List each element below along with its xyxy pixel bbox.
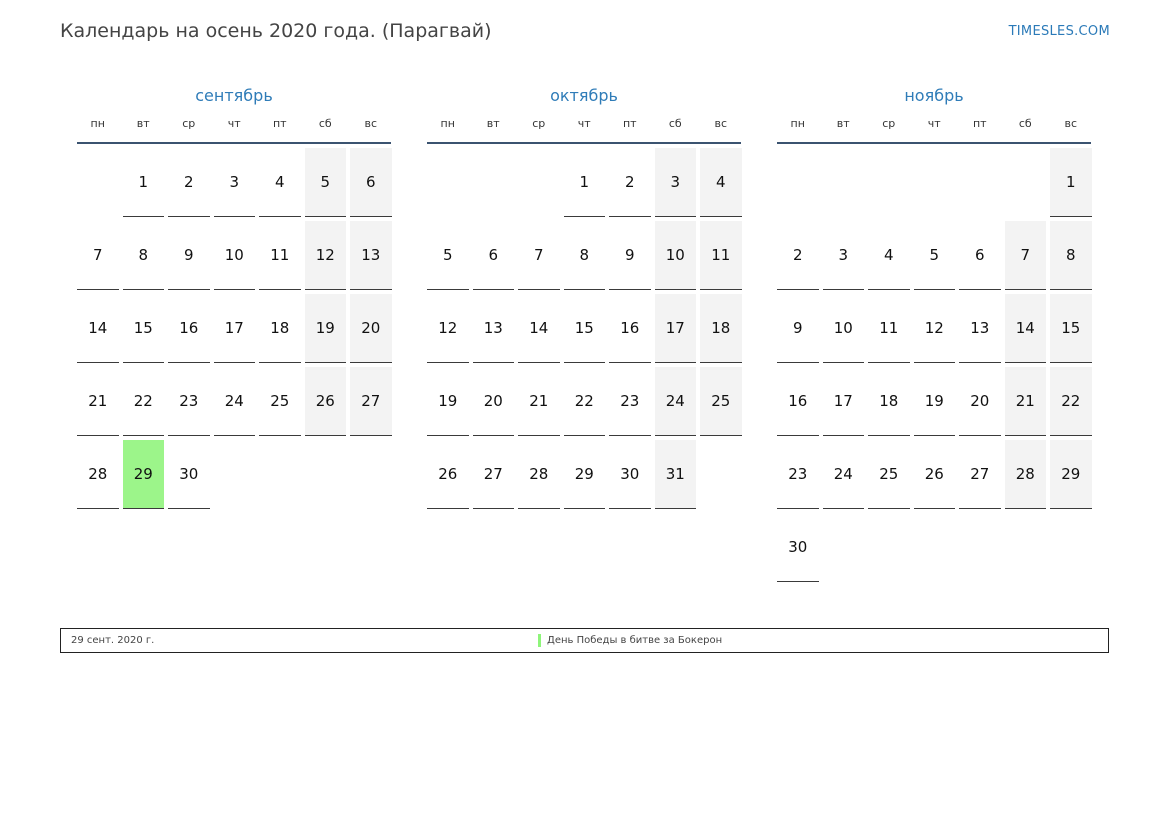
month-september bbox=[77, 84, 391, 509]
day-cell[interactable]: 22 bbox=[1050, 367, 1092, 436]
day-cell[interactable]: 4 bbox=[868, 221, 910, 290]
month-november bbox=[777, 84, 1091, 582]
day-cell[interactable]: 15 bbox=[564, 294, 606, 363]
weekday-label: пн bbox=[440, 117, 455, 130]
day-cell[interactable]: 14 bbox=[1005, 294, 1047, 363]
day-cell[interactable]: 9 bbox=[168, 221, 210, 290]
day-cell[interactable]: 21 bbox=[1005, 367, 1047, 436]
weekday-label: пн bbox=[90, 117, 105, 130]
day-cell[interactable]: 18 bbox=[259, 294, 301, 363]
day-cell[interactable]: 29 bbox=[1050, 440, 1092, 509]
day-cell[interactable]: 27 bbox=[473, 440, 515, 509]
weekday-header bbox=[427, 116, 741, 144]
day-cell[interactable]: 2 bbox=[777, 221, 819, 290]
day-cell[interactable]: 27 bbox=[350, 367, 392, 436]
day-cell[interactable]: 4 bbox=[259, 148, 301, 217]
weekday-label: чт bbox=[927, 117, 941, 130]
empty-day-cell bbox=[473, 148, 515, 217]
day-cell[interactable]: 26 bbox=[914, 440, 956, 509]
day-cell[interactable]: 24 bbox=[214, 367, 256, 436]
legend-date: 29 сент. 2020 г. bbox=[71, 635, 155, 646]
day-cell[interactable]: 27 bbox=[959, 440, 1001, 509]
day-cell[interactable]: 13 bbox=[959, 294, 1001, 363]
day-cell[interactable]: 5 bbox=[305, 148, 347, 217]
page-title: Календарь на осень 2020 года. (Парагвай) bbox=[60, 20, 492, 42]
month-name: сентябрь bbox=[195, 86, 273, 105]
day-cell[interactable]: 10 bbox=[823, 294, 865, 363]
day-cell[interactable]: 7 bbox=[1005, 221, 1047, 290]
day-cell[interactable]: 5 bbox=[914, 221, 956, 290]
day-cell[interactable]: 10 bbox=[655, 221, 697, 290]
day-cell[interactable]: 11 bbox=[700, 221, 742, 290]
day-cell[interactable]: 8 bbox=[1050, 221, 1092, 290]
empty-day-cell bbox=[823, 148, 865, 217]
day-cell[interactable]: 19 bbox=[427, 367, 469, 436]
day-cell[interactable]: 20 bbox=[959, 367, 1001, 436]
day-cell[interactable]: 29 bbox=[564, 440, 606, 509]
day-cell[interactable]: 12 bbox=[305, 221, 347, 290]
day-cell[interactable]: 17 bbox=[214, 294, 256, 363]
empty-day-cell bbox=[959, 148, 1001, 217]
day-cell[interactable]: 23 bbox=[168, 367, 210, 436]
day-cell[interactable]: 19 bbox=[305, 294, 347, 363]
day-cell[interactable]: 12 bbox=[914, 294, 956, 363]
day-cell[interactable]: 3 bbox=[655, 148, 697, 217]
weekday-label: сб bbox=[668, 117, 682, 130]
day-cell[interactable]: 28 bbox=[518, 440, 560, 509]
day-cell[interactable]: 5 bbox=[427, 221, 469, 290]
day-cell[interactable]: 25 bbox=[868, 440, 910, 509]
month-name: ноябрь bbox=[904, 86, 964, 105]
empty-day-cell bbox=[518, 148, 560, 217]
day-cell[interactable]: 21 bbox=[77, 367, 119, 436]
day-cell[interactable]: 20 bbox=[473, 367, 515, 436]
day-cell[interactable]: 26 bbox=[427, 440, 469, 509]
day-cell[interactable]: 25 bbox=[259, 367, 301, 436]
day-cell[interactable]: 23 bbox=[609, 367, 651, 436]
empty-day-cell bbox=[868, 148, 910, 217]
day-cell[interactable]: 17 bbox=[655, 294, 697, 363]
day-cell[interactable]: 1 bbox=[123, 148, 165, 217]
site-link[interactable]: TIMESLES.COM bbox=[1008, 24, 1110, 39]
day-cell[interactable]: 14 bbox=[518, 294, 560, 363]
day-cell[interactable]: 13 bbox=[473, 294, 515, 363]
day-cell[interactable]: 9 bbox=[609, 221, 651, 290]
empty-day-cell bbox=[427, 148, 469, 217]
month-october bbox=[427, 84, 741, 509]
day-cell[interactable]: 1 bbox=[1050, 148, 1092, 217]
legend-holiday-name: День Победы в битве за Бокерон bbox=[547, 635, 723, 646]
day-cell[interactable]: 28 bbox=[1005, 440, 1047, 509]
day-cell[interactable]: 6 bbox=[350, 148, 392, 217]
month-name: октябрь bbox=[550, 86, 618, 105]
legend-color-marker bbox=[538, 634, 541, 647]
day-cell[interactable]: 31 bbox=[655, 440, 697, 509]
weekday-label: пт bbox=[272, 117, 287, 130]
day-cell-holiday[interactable]: 29 bbox=[123, 440, 165, 509]
days-grid bbox=[777, 148, 1091, 582]
weekday-label: пт bbox=[622, 117, 637, 130]
weekday-header bbox=[77, 116, 391, 144]
weekday-label: сб bbox=[1018, 117, 1032, 130]
day-cell[interactable]: 23 bbox=[777, 440, 819, 509]
day-cell[interactable]: 9 bbox=[777, 294, 819, 363]
day-cell[interactable]: 2 bbox=[168, 148, 210, 217]
day-cell[interactable]: 3 bbox=[823, 221, 865, 290]
day-cell[interactable]: 12 bbox=[427, 294, 469, 363]
day-cell[interactable]: 18 bbox=[700, 294, 742, 363]
day-cell[interactable]: 7 bbox=[77, 221, 119, 290]
day-cell[interactable]: 26 bbox=[305, 367, 347, 436]
day-cell[interactable]: 3 bbox=[214, 148, 256, 217]
holiday-legend bbox=[60, 628, 1109, 653]
weekday-label: вт bbox=[836, 117, 850, 130]
weekday-label: вс bbox=[714, 117, 728, 130]
day-cell[interactable]: 24 bbox=[823, 440, 865, 509]
day-cell[interactable]: 14 bbox=[77, 294, 119, 363]
day-cell[interactable]: 6 bbox=[959, 221, 1001, 290]
weekday-label: ср bbox=[532, 117, 546, 130]
weekday-label: пт bbox=[972, 117, 987, 130]
weekday-label: чт bbox=[227, 117, 241, 130]
day-cell[interactable]: 30 bbox=[168, 440, 210, 509]
day-cell[interactable]: 16 bbox=[609, 294, 651, 363]
day-cell[interactable]: 24 bbox=[655, 367, 697, 436]
day-cell[interactable]: 2 bbox=[609, 148, 651, 217]
weekday-label: вт bbox=[486, 117, 500, 130]
day-cell[interactable]: 17 bbox=[823, 367, 865, 436]
day-cell[interactable]: 16 bbox=[777, 367, 819, 436]
day-cell[interactable]: 7 bbox=[518, 221, 560, 290]
day-cell[interactable]: 22 bbox=[123, 367, 165, 436]
empty-day-cell bbox=[914, 148, 956, 217]
weekday-label: чт bbox=[577, 117, 591, 130]
weekday-label: сб bbox=[318, 117, 332, 130]
days-grid bbox=[427, 148, 741, 509]
day-cell[interactable]: 21 bbox=[518, 367, 560, 436]
day-cell[interactable]: 16 bbox=[168, 294, 210, 363]
day-cell[interactable]: 18 bbox=[868, 367, 910, 436]
weekday-label: ср bbox=[882, 117, 896, 130]
day-cell[interactable]: 11 bbox=[868, 294, 910, 363]
day-cell[interactable]: 8 bbox=[123, 221, 165, 290]
day-cell[interactable]: 10 bbox=[214, 221, 256, 290]
day-cell[interactable]: 11 bbox=[259, 221, 301, 290]
weekday-header bbox=[777, 116, 1091, 144]
empty-day-cell bbox=[77, 148, 119, 217]
weekday-label: вс bbox=[1064, 117, 1078, 130]
day-cell[interactable]: 13 bbox=[350, 221, 392, 290]
days-grid bbox=[77, 148, 391, 509]
empty-day-cell bbox=[1005, 148, 1047, 217]
weekday-label: пн bbox=[790, 117, 805, 130]
weekday-label: вт bbox=[136, 117, 150, 130]
day-cell[interactable]: 30 bbox=[777, 513, 819, 582]
day-cell[interactable]: 30 bbox=[609, 440, 651, 509]
day-cell[interactable]: 22 bbox=[564, 367, 606, 436]
weekday-label: ср bbox=[182, 117, 196, 130]
day-cell[interactable]: 8 bbox=[564, 221, 606, 290]
day-cell[interactable]: 25 bbox=[700, 367, 742, 436]
day-cell[interactable]: 6 bbox=[473, 221, 515, 290]
day-cell[interactable]: 15 bbox=[123, 294, 165, 363]
day-cell[interactable]: 20 bbox=[350, 294, 392, 363]
weekday-label: вс bbox=[364, 117, 378, 130]
day-cell[interactable]: 19 bbox=[914, 367, 956, 436]
empty-day-cell bbox=[777, 148, 819, 217]
day-cell[interactable]: 28 bbox=[77, 440, 119, 509]
day-cell[interactable]: 1 bbox=[564, 148, 606, 217]
months-container bbox=[0, 84, 1169, 604]
day-cell[interactable]: 4 bbox=[700, 148, 742, 217]
day-cell[interactable]: 15 bbox=[1050, 294, 1092, 363]
